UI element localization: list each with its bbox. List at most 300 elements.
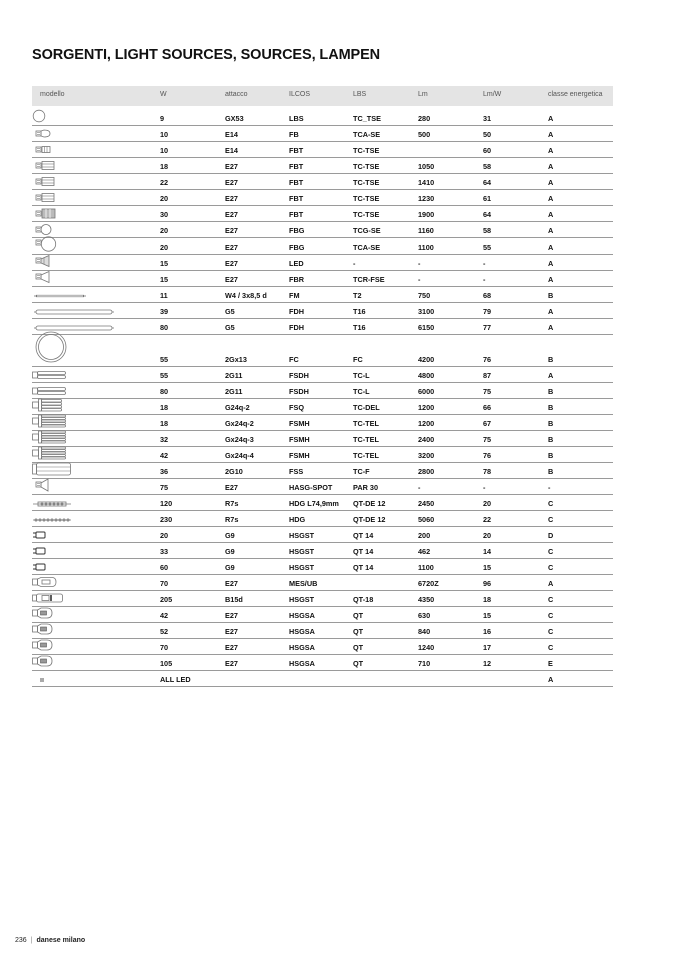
cell-classe: B <box>548 419 554 428</box>
cell-w: 15 <box>160 259 169 268</box>
table-row <box>32 591 613 607</box>
cell-ilcos: FBG <box>289 226 305 235</box>
cell-attacco: B15d <box>225 595 243 604</box>
cell-attacco: 2G10 <box>225 467 243 476</box>
cell-attacco: G9 <box>225 547 235 556</box>
cell-lmw: 61 <box>483 194 492 203</box>
cell-lm: 5060 <box>418 515 435 524</box>
compact-triple-icon <box>32 446 66 460</box>
compact-flat-icon <box>32 462 72 476</box>
cell-classe: A <box>548 243 554 252</box>
cell-classe: A <box>548 162 554 171</box>
cell-classe: A <box>548 178 554 187</box>
cell-lm: 1160 <box>418 226 434 235</box>
header-lm: Lm <box>418 91 428 98</box>
cell-w: 105 <box>160 659 173 668</box>
cell-lbs: TC-TSE <box>353 162 380 171</box>
cell-ilcos: HSGST <box>289 563 315 572</box>
cell-lmw: 58 <box>483 162 492 171</box>
cell-w: 20 <box>160 243 169 252</box>
cell-classe: C <box>548 547 554 556</box>
cell-classe: E <box>548 659 553 668</box>
cell-w: 80 <box>160 387 169 396</box>
table-row <box>32 303 613 319</box>
table-row <box>32 607 613 623</box>
cell-w: 39 <box>160 307 169 316</box>
cell-classe: D <box>548 531 554 540</box>
cell-lmw: 58 <box>483 226 492 235</box>
cell-classe: B <box>548 451 554 460</box>
cell-lm: 1410 <box>418 178 435 187</box>
cell-lm: - <box>418 483 421 492</box>
cell-lm: 3200 <box>418 451 435 460</box>
cell-w: 70 <box>160 643 169 652</box>
cell-lbs: TC-F <box>353 467 370 476</box>
table-row <box>32 158 613 174</box>
cell-lbs: TCA-SE <box>353 243 381 252</box>
circular-tube-icon <box>34 330 68 364</box>
cell-lm: 1200 <box>418 403 435 412</box>
cell-w: 60 <box>160 563 169 572</box>
cell-lm: 2800 <box>418 467 435 476</box>
cell-lbs: QT <box>353 643 364 652</box>
cell-lmw: 18 <box>483 595 492 604</box>
cell-lbs: QT 14 <box>353 563 374 572</box>
cell-classe: A <box>548 307 554 316</box>
table-row <box>32 174 613 190</box>
cell-lmw: - <box>483 483 486 492</box>
cell-lm: 2450 <box>418 499 435 508</box>
cell-ilcos: FDH <box>289 307 304 316</box>
cell-attacco: E27 <box>225 259 238 268</box>
cell-attacco: E14 <box>225 146 238 155</box>
cell-classe: A <box>548 114 554 123</box>
halogen-bulb-icon <box>32 606 54 620</box>
table-row <box>32 238 613 255</box>
table-row <box>32 495 613 511</box>
table-row <box>32 447 613 463</box>
cell-attacco: G5 <box>225 323 235 332</box>
cell-lbs: T16 <box>353 307 366 316</box>
g9-capsule-icon <box>32 530 48 540</box>
cell-lmw: 77 <box>483 323 492 332</box>
cell-attacco: E27 <box>225 627 238 636</box>
cell-lmw: 55 <box>483 243 492 252</box>
cell-classe: A <box>548 194 554 203</box>
cell-lbs: TCA-SE <box>353 130 381 139</box>
table-row <box>32 287 613 303</box>
table-row <box>32 543 613 559</box>
cell-attacco: E27 <box>225 659 238 668</box>
cell-w: 42 <box>160 451 169 460</box>
cell-lmw: 22 <box>483 515 492 524</box>
cell-lmw: 64 <box>483 210 492 219</box>
globe-e27-large-icon <box>32 236 58 252</box>
g9-capsule-icon <box>32 562 48 572</box>
cell-ilcos: FSMH <box>289 419 310 428</box>
cell-lbs: PAR 30 <box>353 483 379 492</box>
led-dot-icon <box>32 676 52 684</box>
cell-w: 15 <box>160 275 169 284</box>
tube-long-icon <box>34 308 114 316</box>
cell-w: 20 <box>160 226 169 235</box>
g9-capsule-icon <box>32 546 48 556</box>
cell-w: 18 <box>160 403 169 412</box>
cell-classe: C <box>548 515 554 524</box>
cell-attacco: E27 <box>225 210 238 219</box>
cell-attacco: R7s <box>225 499 239 508</box>
compact-triple-icon <box>32 414 66 428</box>
halogen-bulb-icon <box>32 654 54 668</box>
header-lmw: Lm/W <box>483 91 502 98</box>
cell-attacco: Gx24q-2 <box>225 419 254 428</box>
header-lbs: LBS <box>353 91 367 98</box>
stick-lamp-icon <box>32 159 56 171</box>
cell-ilcos: FSMH <box>289 451 310 460</box>
cell-attacco: 2G11 <box>225 387 243 396</box>
candle-lamp-icon <box>32 127 54 139</box>
cell-lm: - <box>418 275 421 284</box>
cell-lmw: 76 <box>483 451 492 460</box>
cell-lmw: 50 <box>483 130 492 139</box>
cell-lmw: 17 <box>483 643 492 652</box>
cell-attacco: 2Gx13 <box>225 355 247 364</box>
page-title: SORGENTI, LIGHT SOURCES, SOURCES, LAMPEN <box>32 47 381 63</box>
cell-lm: 1200 <box>418 419 435 428</box>
halogen-bulb-icon <box>32 638 54 652</box>
cell-lm: - <box>418 259 421 268</box>
table-row <box>32 271 613 287</box>
cell-classe: C <box>548 499 554 508</box>
cell-ilcos: FSQ <box>289 403 304 412</box>
cell-lbs: T2 <box>353 291 362 300</box>
cell-lm: 840 <box>418 627 431 636</box>
cell-classe: A <box>548 210 554 219</box>
cell-w: 20 <box>160 531 169 540</box>
table-row <box>32 463 613 479</box>
cell-lmw: 67 <box>483 419 492 428</box>
cell-lbs: TC-TEL <box>353 435 379 444</box>
cell-attacco: E27 <box>225 275 238 284</box>
cell-attacco: E27 <box>225 226 238 235</box>
cell-lmw: 87 <box>483 371 492 380</box>
cell-ilcos: HDG L74,9mm <box>289 499 339 508</box>
cell-lbs: QT <box>353 627 364 636</box>
cell-attacco: E27 <box>225 194 238 203</box>
cell-attacco: GX53 <box>225 114 244 123</box>
cell-classe: A <box>548 226 554 235</box>
cell-classe: C <box>548 595 554 604</box>
cell-w: 42 <box>160 611 169 620</box>
cell-lm: 1900 <box>418 210 435 219</box>
cell-lbs: TC-TSE <box>353 146 380 155</box>
cell-w: 11 <box>160 291 168 300</box>
table-row <box>32 559 613 575</box>
cell-w: 33 <box>160 547 169 556</box>
stick-lamp-icon <box>32 191 56 203</box>
tube-short-icon <box>34 292 86 300</box>
cell-lmw: 79 <box>483 307 492 316</box>
cell-attacco: G9 <box>225 531 235 540</box>
cell-lmw: 31 <box>483 114 492 123</box>
cell-attacco: E27 <box>225 643 238 652</box>
cell-ilcos: HDG <box>289 515 306 524</box>
cell-lm: 280 <box>418 114 431 123</box>
cell-w: 30 <box>160 210 169 219</box>
cell-ilcos: FDH <box>289 323 304 332</box>
cell-classe: B <box>548 435 554 444</box>
table-row <box>32 206 613 222</box>
cell-lbs: FC <box>353 355 363 364</box>
cell-lmw: 64 <box>483 178 492 187</box>
table-row <box>32 335 613 367</box>
cell-attacco: E27 <box>225 162 238 171</box>
cell-ilcos: FB <box>289 130 299 139</box>
cell-classe: A <box>548 371 554 380</box>
header-ilcos: ILCOS <box>289 91 311 98</box>
stick-lamp-icon <box>32 175 56 187</box>
cell-ilcos: HSGST <box>289 595 315 604</box>
cell-lmw: 76 <box>483 355 492 364</box>
cell-w: 18 <box>160 419 169 428</box>
cell-lbs: QT-18 <box>353 595 374 604</box>
globe-e27-icon <box>32 223 54 235</box>
cell-lmw: - <box>483 275 486 284</box>
cell-ilcos: FBT <box>289 210 304 219</box>
cell-classe: B <box>548 355 554 364</box>
cell-ilcos: FBT <box>289 194 304 203</box>
cell-attacco: W4 / 3x8,5 d <box>225 291 267 300</box>
cell-ilcos: HASG-SPOT <box>289 483 333 492</box>
cell-ilcos: FSS <box>289 467 304 476</box>
cell-ilcos: HSGST <box>289 531 315 540</box>
cell-attacco: G5 <box>225 307 235 316</box>
cell-lm: 1050 <box>418 162 435 171</box>
cell-lmw: 20 <box>483 499 492 508</box>
compact-long-icon <box>32 386 66 396</box>
cell-classe: B <box>548 467 554 476</box>
table-row <box>32 399 613 415</box>
table-row <box>32 190 613 206</box>
table-row <box>32 222 613 238</box>
cell-ilcos: HSGSA <box>289 611 315 620</box>
cell-lmw: 15 <box>483 563 492 572</box>
cell-ilcos: FBG <box>289 243 305 252</box>
cell-lbs: TC-TSE <box>353 210 380 219</box>
cell-attacco: E27 <box>225 243 238 252</box>
table-row <box>32 142 613 158</box>
cell-ilcos: HSGSA <box>289 643 315 652</box>
cell-lm: 2400 <box>418 435 435 444</box>
brand-name: danese milano <box>36 937 86 944</box>
cell-attacco: 2G11 <box>225 371 243 380</box>
cell-attacco: G24q-2 <box>225 403 250 412</box>
cell-lbs: TC-L <box>353 371 370 380</box>
cell-ilcos: FC <box>289 355 299 364</box>
cell-classe: B <box>548 291 554 300</box>
cell-classe: A <box>548 259 554 268</box>
cell-attacco: Gx24q-4 <box>225 451 254 460</box>
table-row <box>32 575 613 591</box>
cell-lm: 6720Z <box>418 579 439 588</box>
cell-classe: A <box>548 275 554 284</box>
table-row <box>32 479 613 495</box>
cell-lmw: 96 <box>483 579 492 588</box>
footer <box>15 937 85 944</box>
cell-lbs: QT <box>353 611 364 620</box>
table-row <box>32 255 613 271</box>
cell-ilcos: LED <box>289 259 304 268</box>
cell-ilcos: FBT <box>289 146 304 155</box>
cell-attacco: E27 <box>225 178 238 187</box>
cell-w: 20 <box>160 194 169 203</box>
cell-attacco: E14 <box>225 130 238 139</box>
cell-classe: A <box>548 146 554 155</box>
cell-classe: A <box>548 675 554 684</box>
cell-lbs: QT 14 <box>353 531 374 540</box>
cell-classe: A <box>548 579 554 588</box>
cell-lbs: QT 14 <box>353 547 374 556</box>
page-number: 236 <box>15 937 27 944</box>
cell-ilcos: FBT <box>289 162 304 171</box>
cell-lmw: 20 <box>483 531 492 540</box>
halogen-bulb-icon <box>32 622 54 636</box>
cell-classe: B <box>548 387 554 396</box>
cell-lm: 4200 <box>418 355 435 364</box>
cell-ilcos: FSDH <box>289 371 309 380</box>
cell-lmw: 78 <box>483 467 492 476</box>
cell-w: ALL LED <box>160 675 191 684</box>
reflector-led-icon <box>32 254 54 268</box>
cell-lbs: QT-DE 12 <box>353 499 386 508</box>
cell-ilcos: FSMH <box>289 435 310 444</box>
cell-lmw: 14 <box>483 547 492 556</box>
cell-classe: B <box>548 403 554 412</box>
cell-w: 55 <box>160 355 169 364</box>
cell-w: 18 <box>160 162 169 171</box>
cell-lm: 6150 <box>418 323 435 332</box>
cell-ilcos: FBT <box>289 178 304 187</box>
table-row <box>32 527 613 543</box>
cell-lm: 750 <box>418 291 431 300</box>
table-row <box>32 110 613 126</box>
cell-lbs: - <box>353 259 356 268</box>
cell-lm: 4350 <box>418 595 435 604</box>
cell-lbs: TC-TEL <box>353 419 379 428</box>
cell-lm: 3100 <box>418 307 435 316</box>
cell-w: 230 <box>160 515 173 524</box>
stick-lamp-large-icon <box>32 207 56 219</box>
cell-w: 205 <box>160 595 173 604</box>
cell-lbs: TC-TEL <box>353 451 379 460</box>
table-header <box>32 86 613 106</box>
cell-lbs: QT-DE 12 <box>353 515 386 524</box>
cell-lbs: TC-L <box>353 387 370 396</box>
cell-w: 70 <box>160 579 169 588</box>
header-modello: modello <box>40 91 65 98</box>
table-row <box>32 623 613 639</box>
cell-lbs: QT <box>353 659 364 668</box>
table-row <box>32 319 613 335</box>
cell-lbs: TC_TSE <box>353 114 381 123</box>
cell-ilcos: FSDH <box>289 387 309 396</box>
cell-w: 10 <box>160 130 169 139</box>
cell-lm: 6000 <box>418 387 435 396</box>
cell-classe: - <box>548 483 551 492</box>
cell-classe: C <box>548 643 554 652</box>
cell-lm: 1230 <box>418 194 435 203</box>
header-attacco: attacco <box>225 91 248 98</box>
cell-lm: 630 <box>418 611 431 620</box>
cell-w: 32 <box>160 435 169 444</box>
cell-lmw: 75 <box>483 387 492 396</box>
cell-lbs: T16 <box>353 323 366 332</box>
cell-lm: 500 <box>418 130 431 139</box>
cell-ilcos: HSGSA <box>289 659 315 668</box>
cell-classe: C <box>548 611 554 620</box>
cell-lm: 462 <box>418 547 431 556</box>
header-w: W <box>160 91 167 98</box>
cell-lmw: 15 <box>483 611 492 620</box>
cell-ilcos: LBS <box>289 114 304 123</box>
cell-lmw: 12 <box>483 659 492 668</box>
table-row <box>32 671 613 687</box>
cell-lm: 1240 <box>418 643 435 652</box>
linear-halogen-icon <box>32 500 72 508</box>
cell-lmw: - <box>483 259 486 268</box>
cell-lmw: 66 <box>483 403 492 412</box>
cell-attacco: G9 <box>225 563 235 572</box>
cell-lbs: TC-TSE <box>353 178 380 187</box>
cell-ilcos: HSGST <box>289 547 315 556</box>
cell-classe: A <box>548 323 554 332</box>
cell-lmw: 68 <box>483 291 492 300</box>
metal-halide-icon <box>32 576 58 588</box>
b15d-halogen-icon <box>32 592 64 604</box>
linear-halogen-long-icon <box>32 516 72 524</box>
cell-ilcos: FBR <box>289 275 304 284</box>
cell-lm: 1100 <box>418 563 434 572</box>
cell-w: 10 <box>160 146 169 155</box>
cell-attacco: Gx24q-3 <box>225 435 254 444</box>
cell-lmw: 75 <box>483 435 492 444</box>
cell-w: 52 <box>160 627 169 636</box>
table-row <box>32 415 613 431</box>
cell-attacco: R7s <box>225 515 239 524</box>
compact-long-icon <box>32 370 66 380</box>
cell-attacco: E27 <box>225 579 238 588</box>
table-row <box>32 639 613 655</box>
cell-w: 80 <box>160 323 169 332</box>
cell-w: 55 <box>160 371 169 380</box>
cell-w: 75 <box>160 483 169 492</box>
cell-classe: A <box>548 130 554 139</box>
globe-lamp-icon <box>32 109 48 123</box>
table-row <box>32 511 613 527</box>
cell-lmw: 16 <box>483 627 492 636</box>
table-row <box>32 126 613 142</box>
cell-classe: C <box>548 563 554 572</box>
cell-lm: 1100 <box>418 243 434 252</box>
spiral-lamp-icon <box>32 143 54 155</box>
cell-attacco: E27 <box>225 611 238 620</box>
cell-ilcos: FM <box>289 291 300 300</box>
footer-separator: | <box>30 937 33 944</box>
cell-lmw: 60 <box>483 146 492 155</box>
spot-reflector-icon <box>32 478 52 492</box>
reflector-icon <box>32 270 54 284</box>
cell-lm: 200 <box>418 531 431 540</box>
